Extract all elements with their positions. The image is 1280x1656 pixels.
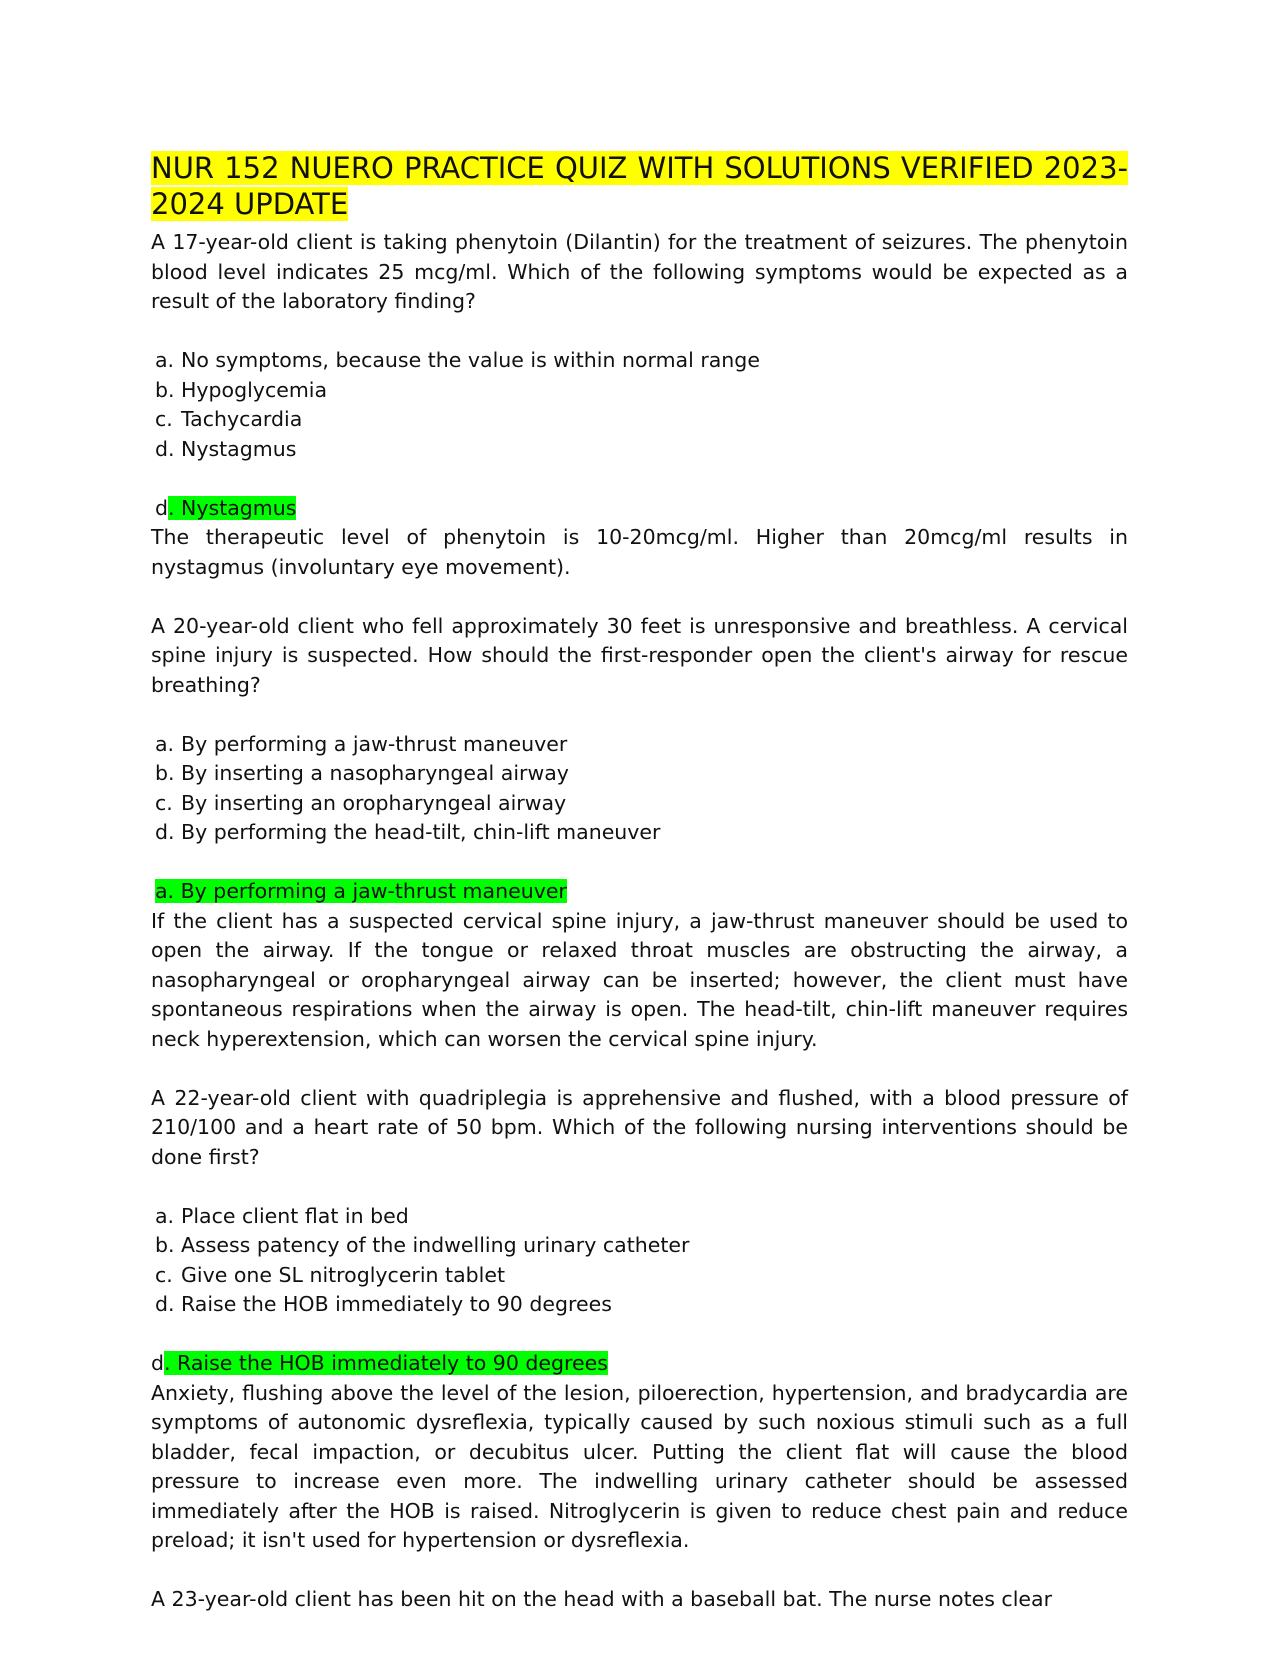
- answer-highlight: a. By performing a jaw-thrust maneuver: [155, 879, 567, 903]
- answer-highlight: . Raise the HOB immediately to 90 degrees: [164, 1351, 608, 1375]
- question-4: [151, 1585, 1128, 1615]
- options-list: [151, 346, 1128, 464]
- rationale: The therapeutic level of phenytoin is 10-20mcg/ml. Higher than 20mcg/ml results in nystagmus (involuntary eye movement).: [151, 525, 1128, 579]
- answer-line: [151, 494, 1128, 524]
- option-d: d. By performing the head-tilt, chin-lift maneuver: [155, 820, 661, 844]
- question-stem: A 23-year-old client has been hit on the head with a baseball bat. The nurse notes clear: [151, 1587, 1052, 1611]
- option-b: b. By inserting a nasopharyngeal airway: [155, 761, 569, 785]
- answer-line: [151, 877, 1128, 907]
- option-c: c. Give one SL nitroglycerin tablet: [155, 1262, 506, 1287]
- rationale: If the client has a suspected cervical spine injury, a jaw-thrust maneuver should be used to open the airway. If the tongue or relaxed throat muscles are obstructing the airway, a nasopharyngeal or oropharyngeal airway can be inserted; however, the client must have spontaneous respirations when the airway is open. The head-tilt, chin-lift maneuver requires neck hyperextension, which can worsen the cervical spine injury.: [151, 908, 1128, 1051]
- option-d: d. Raise the HOB immediately to 90 degrees: [155, 1292, 612, 1316]
- question-stem: A 20-year-old client who fell approximately 30 feet is unresponsive and breathless. A cervical spine injury is suspected. How should the first-responder open the client's airway for rescue breathing?: [151, 613, 1128, 697]
- option-a: a. Place client flat in bed: [155, 1203, 409, 1228]
- question-2: [151, 612, 1128, 1055]
- document-page: [151, 150, 1128, 1615]
- question-stem: A 22-year-old client with quadriplegia is apprehensive and flushed, with a blood pressure of 210/100 and a heart rate of 50 bpm. Which of the following nursing interventions should be done first?: [151, 1085, 1128, 1169]
- option-c: c. By inserting an oropharyngeal airway: [155, 790, 567, 815]
- option-a: a. No symptoms, because the value is within normal range: [155, 348, 760, 372]
- answer-line: [151, 1349, 1128, 1379]
- title-highlight: NUR 152 NUERO PRACTICE QUIZ WITH SOLUTIONS VERIFIED 2023-2024 UPDATE: [151, 151, 1128, 221]
- option-c: c. Tachycardia: [155, 407, 303, 431]
- option-a: a. By performing a jaw-thrust maneuver: [155, 731, 568, 756]
- options-list: [151, 730, 1128, 848]
- question-3: [151, 1084, 1128, 1556]
- option-d: d. Nystagmus: [155, 436, 297, 461]
- document-title: [151, 150, 1128, 222]
- option-b: b. Hypoglycemia: [155, 377, 328, 402]
- answer-prefix: d: [151, 1351, 165, 1375]
- answer-highlight: . Nystagmus: [168, 495, 297, 520]
- answer-prefix: d: [155, 495, 169, 520]
- rationale: Anxiety, flushing above the level of the lesion, piloerection, hypertension, and bradycardia are symptoms of autonomic dysreflexia, typically caused by such noxious stimuli such as a full bladder, fecal impaction, or decubitus ulcer. Putting the client flat will cause the blood pressure to increase even more. The indwelling urinary catheter should be assessed immediately after the HOB is raised. Nitroglycerin is given to reduce chest pain and reduce preload; it isn't used for hypertension or dysreflexia.: [151, 1380, 1128, 1552]
- question-1: [151, 228, 1128, 582]
- question-stem: A 17-year-old client is taking phenytoin (Dilantin) for the treatment of seizures. The phenytoin blood level indicates 25 mcg/ml. Which of the following symptoms would be expected as a result of the laboratory finding?: [151, 230, 1128, 313]
- option-b: b. Assess patency of the indwelling urinary catheter: [155, 1233, 690, 1257]
- options-list: [151, 1202, 1128, 1320]
